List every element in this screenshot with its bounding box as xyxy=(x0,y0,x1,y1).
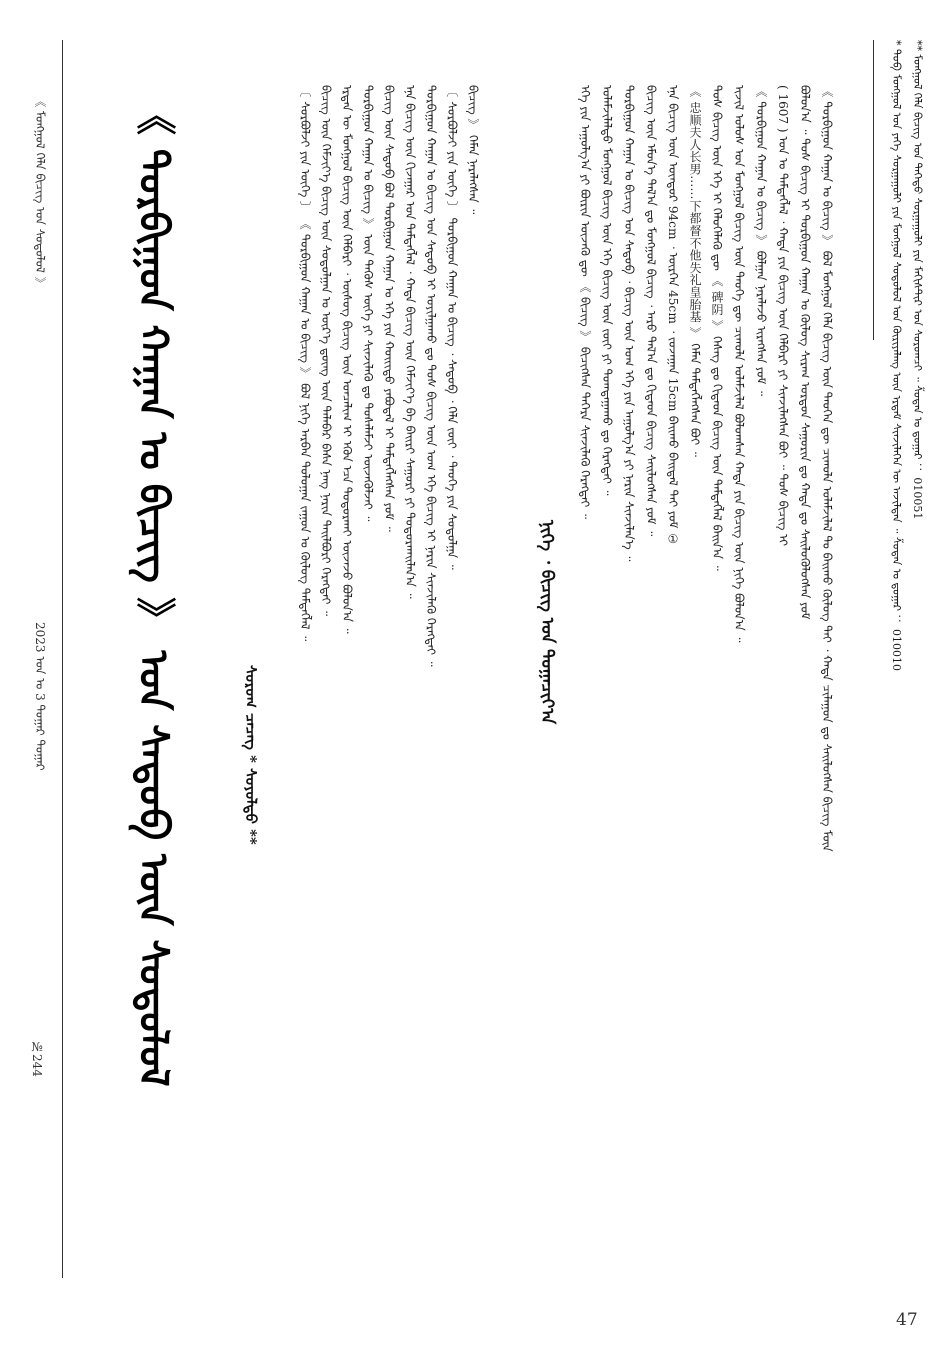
left-text-column: ᠪᠢᠴᠢᠭ 》 ᠬᠡᠮᠡᠨ ᠨᠡᠷᠡᠯᠡᠭᠰᠡᠨ ᠃ xyxy=(466,85,480,215)
body-text-column: ᠲᠤᠷᠪᠢᠭᠤᠨ ᠬᠠᠭᠠᠨ ᠤ ᠪᠢᠴᠢᠭ ᠤᠨ ᠰᠡᠳᠦᠪ ᠂ ᠪᠢᠴᠢᠭ ᠦᠨ ᠤᠭ ᠡᠬᠡ ᠶᠢᠨ ᠠᠭᠤᠯᠭ᠎ᠠ ᠶᠢ ᠨᠠᠷᠢᠨ ᠰᠢᠨᠵᠢᠯᠡᠨ᠎ᠡ ᠃ xyxy=(622,85,636,562)
keywords-line: 〔 ᠰᠤᠷᠪᠤᠯᠵᠢ ᠶᠢᠨ ᠦᠭᠡ 〕 ᠲᠤᠷᠪᠢᠭᠤᠨ ᠬᠠᠭᠠᠨ ᠤ ᠪᠢᠴᠢᠭ ᠂ ᠰᠡᠳᠦᠪ ᠂ ᠬᠡᠯᠡ ᠵᠦᠢ ᠂ ᠲᠡᠦᠬᠡ ᠶᠢᠨ ᠰᠤᠳᠤᠯᠭᠠ ᠃ xyxy=(445,85,459,570)
footnote-author-1: * ᠲᠣᠪ ᠮᠣᠩᠭᠣᠯ ᠤᠨ ᠶᠡᠬᠡ ᠰᠤᠷᠭᠠᠭᠤᠯᠢ ᠶᠢᠨ ᠮᠣᠩᠭᠣᠯ ᠰᠤᠳᠤᠯᠤᠯ ᠤᠨ ᠬᠦᠷᠢᠶᠡᠯᠡᠩ ᠦᠨ ᠡᠷᠳᠡᠮ ᠰᠢᠨᠵᠢᠯᠡᠭᠡᠨ ᠦ ᠠᠵᠢᠯᠲᠠᠨ ᠃ ᠱᠤᠳᠠᠨ ᠤ ᠳ᠋ᠤᠭᠠᠷ ： 010010 xyxy=(890,40,903,672)
body-text-column: ᠪᠣᠯᠤᠨ᠎ᠠ ᠃ ᠲᠤᠰ ᠪᠢᠴᠢᠭ ᠢ ᠲᠤᠷᠪᠢᠭᠤᠨ ᠬᠠᠭᠠᠨ ᠤ ᠬᠦᠯᠦᠭ ᠰᠢᠷᠠᠭ ᠣᠷᠳᠤᠨ ᠰᠠᠭᠤᠷᠢᠨ ᠳᠤ ᠬᠠᠳᠠ ᠳᠤ ᠰᠡᠢᠯᠦᠭᠦᠯᠦᠭᠰᠡᠨ ᠶᠤᠮ xyxy=(798,85,812,620)
body-text-column: ᠢᠵᠢᠯ ᠤᠯᠤᠰ ᠤᠨ ᠮᠣᠩᠭᠣᠯ ᠪᠢᠴᠢᠭ ᠦᠨ ᠲᠡᠦᠬᠡ ᠳᠦ ᠴᠢᠬᠤᠯᠠ ᠤᠯᠠᠮᠵᠢᠯᠠᠯ ᠪᠣᠯᠤᠭᠰᠠᠨ ᠬᠠᠳᠠ ᠶᠢᠨ ᠪᠢᠴᠢᠭ ᠦᠨ ᠨᠢᠭᠡ ᠪᠣᠯᠤᠨ᠎ᠠ ᠃ xyxy=(732,85,746,643)
body-text-column: ᠡᠨᠡ ᠪᠢᠴᠢᠭ ᠦᠨ ᠦᠨᠳᠦᠷ 94cm ᠂ ᠥᠷᠭᠡᠨ 45cm ᠂ ᠵᠤᠵᠠᠭᠠᠨ 15cm ᠪᠠᠢᠬᠤ ᠪᠠᠢᠳᠠᠯ ᠲᠠᠢ ᠶᠤᠮ ① xyxy=(666,85,680,547)
body-text-column: ( 1607 ) ᠣᠨ ᠤ ᠲᠡᠮᠳᠡᠭᠯᠡᠯ ᠂ ᠬᠠᠳᠠ ᠶᠢᠨ ᠪᠢᠴᠢᠭ ᠦᠨ ᠬᠡᠯᠪᠡᠷᠢ ᠶᠢ ᠰᠢᠨᠵᠢᠯᠡᠭᠰᠡᠨ ᠪᠤᠢ ᠃ ᠲᠤᠰ ᠪᠢᠴᠢᠭ ᠢ xyxy=(776,85,790,547)
authors: ᠰᠤᠷᠤᠭ ᠴᠡᠴᠡᠭ * ᠰᠤᠶᠤᠯᠲᠤ ** xyxy=(242,665,260,845)
header-rule xyxy=(62,40,63,1278)
left-text-column: ᠡᠨᠡ ᠪᠢᠴᠢᠭ ᠦᠨ ᠬᠢᠵᠠᠭᠠᠷ ᠤᠨ ᠲᠡᠮᠳᠡᠭᠯᠡᠯ ᠂ ᠬᠠᠳᠠ ᠪᠢᠴᠢᠭ ᠦᠨ ᠬᠡᠮᠵᠢᠶ᠎ᠡ ᠪᠠ ᠪᠠᠢᠷᠢ ᠰᠠᠭᠤᠷᠢ ᠶᠢ ᠲᠣᠳᠤᠷᠬᠠᠢᠯᠠᠨ᠎ᠠ ᠃ xyxy=(403,85,417,599)
left-text-column: ᠪᠢᠴᠢᠭ ᠦᠨ ᠰᠡᠳᠦᠪ ᠪᠣᠯ ᠲᠤᠷᠪᠢᠭᠤᠨ ᠬᠠᠭᠠᠨ ᠤ ᠡᠬᠡ ᠶᠢᠨ ᠬᠣᠢᠢᠲᠤ ᠶᠠᠪᠤᠳᠠᠯ ᠢ ᠲᠡᠮᠳᠡᠭᠯᠡᠭᠰᠡᠨ ᠶᠤᠮ ᠃ xyxy=(382,85,396,532)
left-text-column: ᠡᠷᠲᠡᠨ ᠦ ᠮᠣᠩᠭᠣᠯ ᠪᠢᠴᠢᠭ ᠦᠨ ᠬᠡᠯᠪᠡᠷᠢ ᠂ ᠦᠰᠦᠭ ᠪᠢᠴᠢᠭ ᠦᠨ ᠤᠨᠴᠠᠯᠢᠭ ᠢ ᠡᠭᠦᠨ ᠡᠴᠡ ᠲᠤᠳᠤᠷᠬᠠᠢ ᠦᠵᠡᠵᠦ ᠪᠣᠯᠤᠨ᠎ᠠ ᠃ xyxy=(340,85,354,634)
left-text-column: 〔 ᠰᠤᠷᠪᠤᠯᠵᠢ ᠶᠢᠨ ᠦᠭᠡ 〕 《 ᠲᠤᠷᠪᠢᠭᠤᠨ ᠬᠠᠭᠠᠨ ᠤ ᠪᠢᠴᠢᠭ 》 ᠪᠣᠯ ᠨᠢᠭᠡ ᠠᠷᠪᠠᠨ ᠳᠣᠯᠣᠭᠠᠨ ᠵᠠᠭᠤᠨ ᠤ ᠬᠦᠯᠦᠭ ᠲᠡᠮᠳᠡᠭᠯᠡᠯ ᠃ xyxy=(298,85,312,642)
body-text-column: ᠲᠤᠰ ᠪᠢᠴᠢᠭ ᠦᠨ ᠡᠬᠡ ᠢ ᠬᠡᠯᠦᠭᠡᠯᠡᠬᠦ ᠳᠦ 《 碑阴 》 ᠬᠡᠰᠡᠭ ᠳᠤ ᠬᠢᠲᠠᠳ ᠪᠢᠴᠢᠭ ᠦᠨ ᠲᠡᠮᠳᠡᠭᠯᠡᠯ ᠪᠠᠢᠨ᠎ᠠ ᠃ xyxy=(710,85,724,571)
left-text-column: ᠪᠢᠴᠢᠭ ᠦᠨ ᠬᠡᠮᠵᠢᠶ᠎ᠡ ᠪᠢᠴᠢᠭ ᠦᠨ ᠰᠤᠳᠤᠯᠭᠠᠨ ᠤ ᠦᠷ᠎ᠡ ᠳ᠋ᠦᠩ ᠦᠨ ᠲᠠᠯᠠᠪᠠᠷ ᠪᠠᠰᠠ ᠨᠡᠩ ᠨᠠᠷᠢᠨ ᠲᠠᠢᠯᠪᠤᠷᠢ ᠬᠡᠷᠡᠭᠲᠡᠢ ᠃ xyxy=(319,85,333,617)
issue-number: №244 xyxy=(30,1040,44,1077)
footnote-rule xyxy=(873,40,874,340)
body-text-column: ᠪᠢᠴᠢᠭ ᠦᠨ ᠡᠮᠦᠨ᠎ᠡ ᠲᠠᠯ᠎ᠠ ᠳᠤ ᠮᠣᠩᠭᠣᠯ ᠪᠢᠴᠢᠭ ᠂ ᠠᠷᠤ ᠲᠠᠯ᠎ᠠ ᠳᠤ ᠬᠢᠲᠠᠳ ᠪᠢᠴᠢᠭ ᠰᠡᠢᠯᠦᠭᠰᠡᠨ ᠶᠤᠮ ᠃ xyxy=(644,85,658,537)
left-text-column: ᠲᠤᠷᠪᠢᠭᠤᠨ ᠬᠠᠭᠠᠨ ᠤ ᠪᠢᠴᠢᠭ 》 ᠦᠨ ᠲᠡᠭᠦᠰ ᠦᠭᠡ ᠶᠢ ᠰᠢᠨᠵᠢᠯᠡᠬᠦ ᠳᠤ ᠲᠤᠰᠠᠯᠠᠮᠵᠢ ᠦᠵᠡᠭᠦᠯᠵᠡᠢ ᠃ xyxy=(361,85,375,522)
body-text-column: ᠤᠯᠠᠮᠵᠢᠯᠠᠯᠲᠤ ᠮᠣᠩᠭᠣᠯ ᠪᠢᠴᠢᠭ ᠦᠨ ᠡᠬᠡ ᠪᠢᠴᠢᠭ ᠦᠨ ᠵᠦᠢ ᠶᠢ ᠲᠣᠭᠲᠠᠭᠠᠬᠤ ᠳᠤ ᠬᠡᠷᠡᠭᠲᠡᠢ ᠃ xyxy=(600,85,614,496)
body-text-column: 《 ᠲᠤᠷᠪᠢᠭᠤᠨ ᠬᠠᠭᠠᠨ ᠤ ᠪᠢᠴᠢᠭ 》 ᠪᠤᠯ ᠮᠣᠩᠭᠣᠯ ᠬᠡᠯᠡ ᠪᠢᠴᠢᠭ ᠦᠨ ᠲᠡᠦᠬᠡᠨ ᠳᠦ ᠴᠢᠬᠤᠯᠠ ᠤᠯᠠᠮᠵᠢᠯᠠᠯ ᠲᠤ ᠪᠠᠢᠬᠤ ᠬᠦᠯᠦᠭ ᠲᠠᠢ ᠂ ᠬᠠᠳᠠ ᠴᠢᠯᠠᠭᠤᠨ ᠳᠤ ᠰᠡᠢᠯᠦᠭᠰᠡᠨ ᠪᠢᠴᠢᠭ ᠮᠥᠨ xyxy=(820,85,834,852)
body-text-column: 《 ᠲᠤᠷᠪᠢᠭᠤᠨ ᠬᠠᠭᠠᠨ ᠤ ᠪᠢᠴᠢᠭ 》 ᠪᠣᠯᠭᠠᠨ ᠨᠡᠷᠡᠯᠡᠵᠦ ᠢᠷᠡᠭᠰᠡᠨ ᠶᠤᠮ ᠃ xyxy=(754,85,768,397)
footnote-author-2: ** ᠮᠣᠩᠭᠣᠯ ᠬᠡᠯᠡ ᠪᠢᠴᠢᠭ ᠤᠨ ᠳᠡᠭᠡᠳᠦ ᠰᠤᠷᠭᠠᠭᠤᠯᠢ ᠶᠢᠨ ᠮᠠᠭᠢᠰᠲ᠋ᠢᠷ ᠤᠨ ᠰᠤᠷᠤᠭᠴᠢ ᠃ ᠱᠤᠳᠠᠨ ᠤ ᠳ᠋ᠤᠭᠠᠷ ： 010051 xyxy=(911,40,924,520)
section-heading: ᠨᠢᠭᠡ ᠂ ᠪᠢᠴᠢᠭ ᠤᠨ ᠲᠣᠭᠠᠴᠢᠶ᠎ᠠ xyxy=(537,520,557,725)
page-number: 47 xyxy=(896,1310,918,1330)
left-text-column: ᠲᠤᠷᠪᠢᠭᠤᠨ ᠬᠠᠭᠠᠨ ᠤ ᠪᠢᠴᠢᠭ ᠤᠨ ᠰᠡᠳᠦᠪ ᠢ ᠣᠶᠢᠯᠭᠠᠬᠤ ᠳᠤ ᠲᠤᠰ ᠪᠢᠴᠢᠭ ᠦᠨ ᠤᠭ ᠡᠬᠡ ᠪᠢᠴᠢᠭ ᠢ ᠨᠠᠷᠢᠨ ᠰᠢᠨᠵᠢᠯᠡᠬᠦ ᠬᠡᠷᠡᠭᠲᠡᠢ ᠃ xyxy=(424,85,438,667)
journal-name: 《 ᠮᠣᠩᠭᠣᠯ ᠬᠡᠯᠡ ᠪᠢᠴᠢᠭ ᠤᠨ ᠰᠤᠳᠤᠯᠤᠯ 》 xyxy=(33,95,47,289)
issue-info: 2023 ᠣᠨ ᠤ 3 ᠳᠤᠭᠠᠷ ᠳᠤᠭᠠᠷ xyxy=(33,622,47,771)
article-title: 《 ᠲᠤᠷᠪᠢᠭᠤᠨ ᠬᠠᠭᠠᠨ ᠤ ᠪᠢᠴᠢᠭ 》 ᠤᠨ ᠰᠡᠳᠦᠪ ᠦᠨ ᠰᠤᠳᠤᠯᠤᠯ xyxy=(130,95,177,1087)
body-text-column: ᠡᠬᠡ ᠶᠢᠨ ᠠᠭᠤᠯᠭ᠎ᠠ ᠶᠢ ᠪᠦᠷᠢᠨ ᠦᠵᠡᠬᠦ ᠳᠦ 《 ᠪᠢᠴᠢᠭ 》 ᠪᠢᠴᠢᠭᠰᠡᠨ ᠳᠡᠭᠡᠷᠡ ᠰᠢᠨᠵᠢᠯᠡᠬᠦ ᠬᠡᠷᠡᠭᠲᠡᠢ ᠃ xyxy=(578,85,592,519)
body-text-column: 《 忠顺夫人长男……下都督不他失礼皇胎基 》 ᠬᠡᠮᠡᠨ ᠲᠡᠮᠳᠡᠭᠯᠡᠭᠰᠡᠨ ᠪᠤᠢ ᠃ xyxy=(688,85,702,457)
